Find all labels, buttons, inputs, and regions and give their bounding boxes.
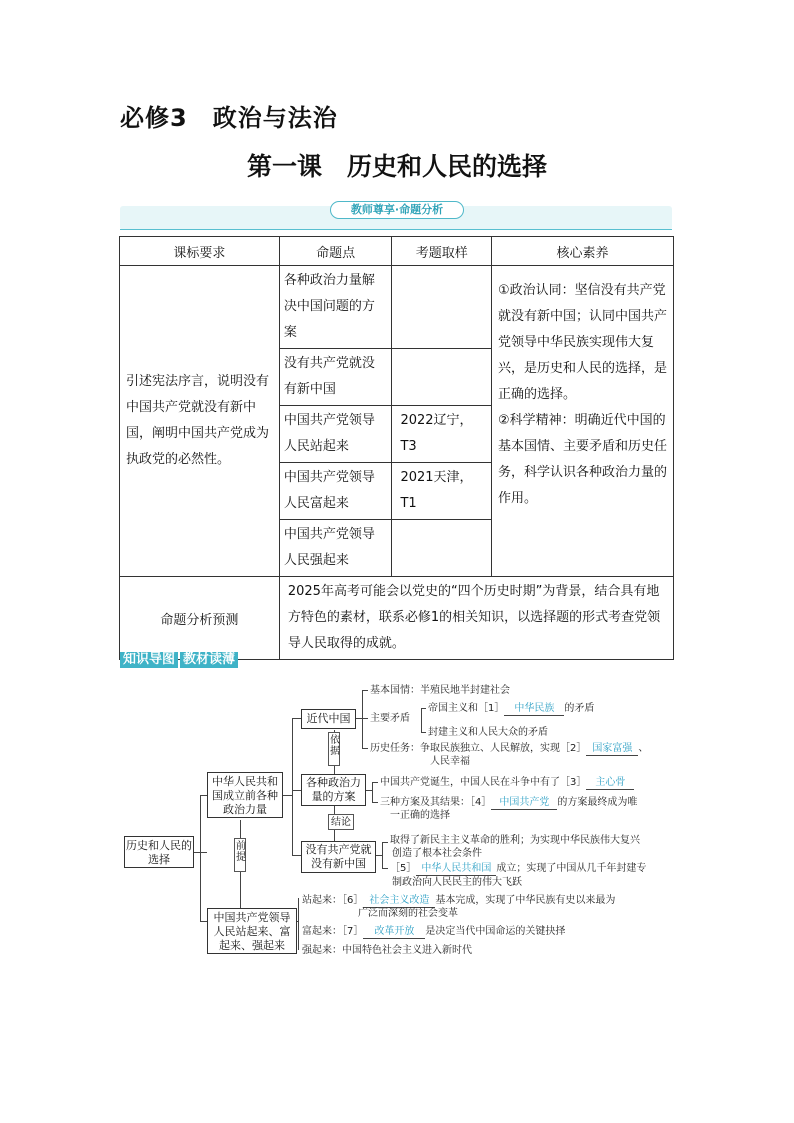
answer-4: 中国共产党 (491, 796, 557, 810)
sample-cell: 2022辽宁，T3 (392, 406, 492, 463)
answer-3: 主心骨 (586, 776, 634, 790)
prc-founded: ［5］ 中华人民共和国 成立；实现了中国从几千年封建专 (390, 863, 647, 874)
sample-cell: 2021天津，T1 (392, 463, 492, 520)
basic-condition: 基本国情：半殖民地半封建社会 (370, 685, 510, 696)
connector (421, 708, 422, 732)
revolution-victory-2: 创造了根本社会条件 (392, 848, 482, 859)
connector (292, 718, 293, 855)
sample-cell (392, 520, 492, 577)
connector (372, 782, 378, 783)
connector (382, 868, 388, 869)
connector (421, 732, 426, 733)
main-contradiction: 主要矛盾 (370, 713, 410, 724)
contradiction-2: 封建主义和人民大众的矛盾 (428, 727, 548, 738)
analysis-table (119, 236, 674, 660)
prc-founded-2: 制政治向人民民主的伟大飞跃 (392, 877, 522, 888)
contradiction-1: 帝国主义和［1］ 中华民族 的矛盾 (428, 703, 595, 714)
answer-5: 中华人民共和国 (416, 862, 496, 876)
three-schemes: 三种方案及其结果：［4］ 中国共产党 的方案最终成为唯 (380, 797, 638, 808)
stand-up: 站起来：［6］ 社会主义改造 基本完成，实现了中华民族有史以来最为 (302, 895, 616, 906)
module-title: 必修3 政治与法治 (120, 104, 338, 132)
point-cell: 中国共产党领导人民站起来 (279, 406, 392, 463)
point-cell: 各种政治力量解决中国问题的方案 (279, 266, 392, 349)
table-header-row (120, 237, 674, 266)
connector (421, 708, 426, 709)
header-requirement: 课标要求 (120, 237, 280, 266)
tag-knowledge-map: 知识导图 (120, 652, 178, 668)
banner-divider (120, 229, 672, 230)
connector (372, 802, 378, 803)
answer-7: 改革开放 (363, 925, 425, 939)
connector (372, 782, 373, 802)
conclusion-label: 结论 (328, 814, 354, 830)
historical-task-2: 人民幸福 (430, 756, 470, 767)
point-cell: 中国共产党领导人民富起来 (279, 463, 392, 520)
connector (362, 690, 368, 691)
header-literacy: 核心素养 (492, 237, 674, 266)
tag-textbook: 教材读薄 (180, 652, 238, 668)
connector (362, 748, 368, 749)
node-no-cpc-no-china: 没有共产党就没有新中国 (301, 841, 376, 873)
header-sample: 考题取样 (392, 237, 492, 266)
three-schemes-2: 一正确的选择 (390, 810, 450, 821)
banner-label: 教师尊享·命题分析 (330, 201, 464, 219)
requirement-cell: 引述宪法序言，说明没有中国共产党就没有新中国，阐明中国共产党成为执政党的必然性。 (120, 266, 280, 577)
point-cell: 没有共产党就没有新中国 (279, 349, 392, 406)
connector (382, 842, 383, 868)
header-point: 命题点 (279, 237, 392, 266)
connector (362, 718, 368, 719)
lesson-title: 第一课 历史和人民的选择 (246, 152, 547, 181)
sample-cell (392, 266, 492, 349)
connector (298, 898, 299, 950)
premise-label: 前提 (234, 838, 246, 872)
node-schemes: 各种政治力量的方案 (301, 774, 366, 806)
node-cpc-leads: 中国共产党领导人民站起来、富起来、强起来 (207, 908, 297, 954)
connector (282, 795, 292, 796)
table-row (120, 266, 674, 349)
revolution-victory: 取得了新民主主义革命的胜利；为实现中华民族伟大复兴 (390, 835, 640, 846)
section-tags (120, 648, 240, 667)
connector (292, 790, 301, 791)
answer-2: 国家富强 (586, 742, 638, 756)
node-political-forces: 中华人民共和国成立前各种政治力量 (207, 772, 283, 818)
get-strong: 强起来：中国特色社会主义进入新时代 (302, 945, 472, 956)
connector (366, 790, 372, 791)
literacy-cell: ①政治认同：坚信没有共产党就没有新中国；认同中国共产党领导中华民族实现伟大复兴，是历史和人民的选择，是正确的选择。 ②科学精神：明确近代中国的基本国情、主要矛盾和历史任务，科学认识各种政治力量的作用。 (492, 266, 674, 577)
connector (200, 795, 201, 922)
basis-label: 依据 (328, 732, 340, 766)
connector (292, 855, 301, 856)
connector (376, 855, 382, 856)
node-modern-china: 近代中国 (301, 709, 356, 729)
answer-6: 社会主义改造 (363, 894, 435, 908)
connector (292, 718, 301, 719)
prediction-label: 命题分析预测 (120, 577, 280, 660)
connector (382, 842, 388, 843)
sample-cell (392, 349, 492, 406)
answer-1: 中华民族 (504, 702, 564, 716)
point-cell: 中国共产党领导人民强起来 (279, 520, 392, 577)
root-node: 历史和人民的选择 (124, 836, 194, 868)
get-rich: 富起来：［7］ 改革开放 是决定当代中国命运的关键抉择 (302, 926, 566, 937)
connector (362, 690, 363, 748)
prediction-cell: 2025年高考可能会以党史的“四个历史时期”为背景，结合具有地方特色的素材，联系必修1的相关知识，以选择题的形式考查党领导人民取得的成就。 (279, 577, 673, 660)
party-born: 中国共产党诞生，中国人民在斗争中有了［3］ 主心骨 (380, 776, 634, 790)
stand-up-2: 广泛而深刻的社会变革 (358, 908, 458, 919)
historical-task: 历史任务：争取民族独立、人民解放，实现［2］ 国家富强 、 (370, 743, 649, 754)
